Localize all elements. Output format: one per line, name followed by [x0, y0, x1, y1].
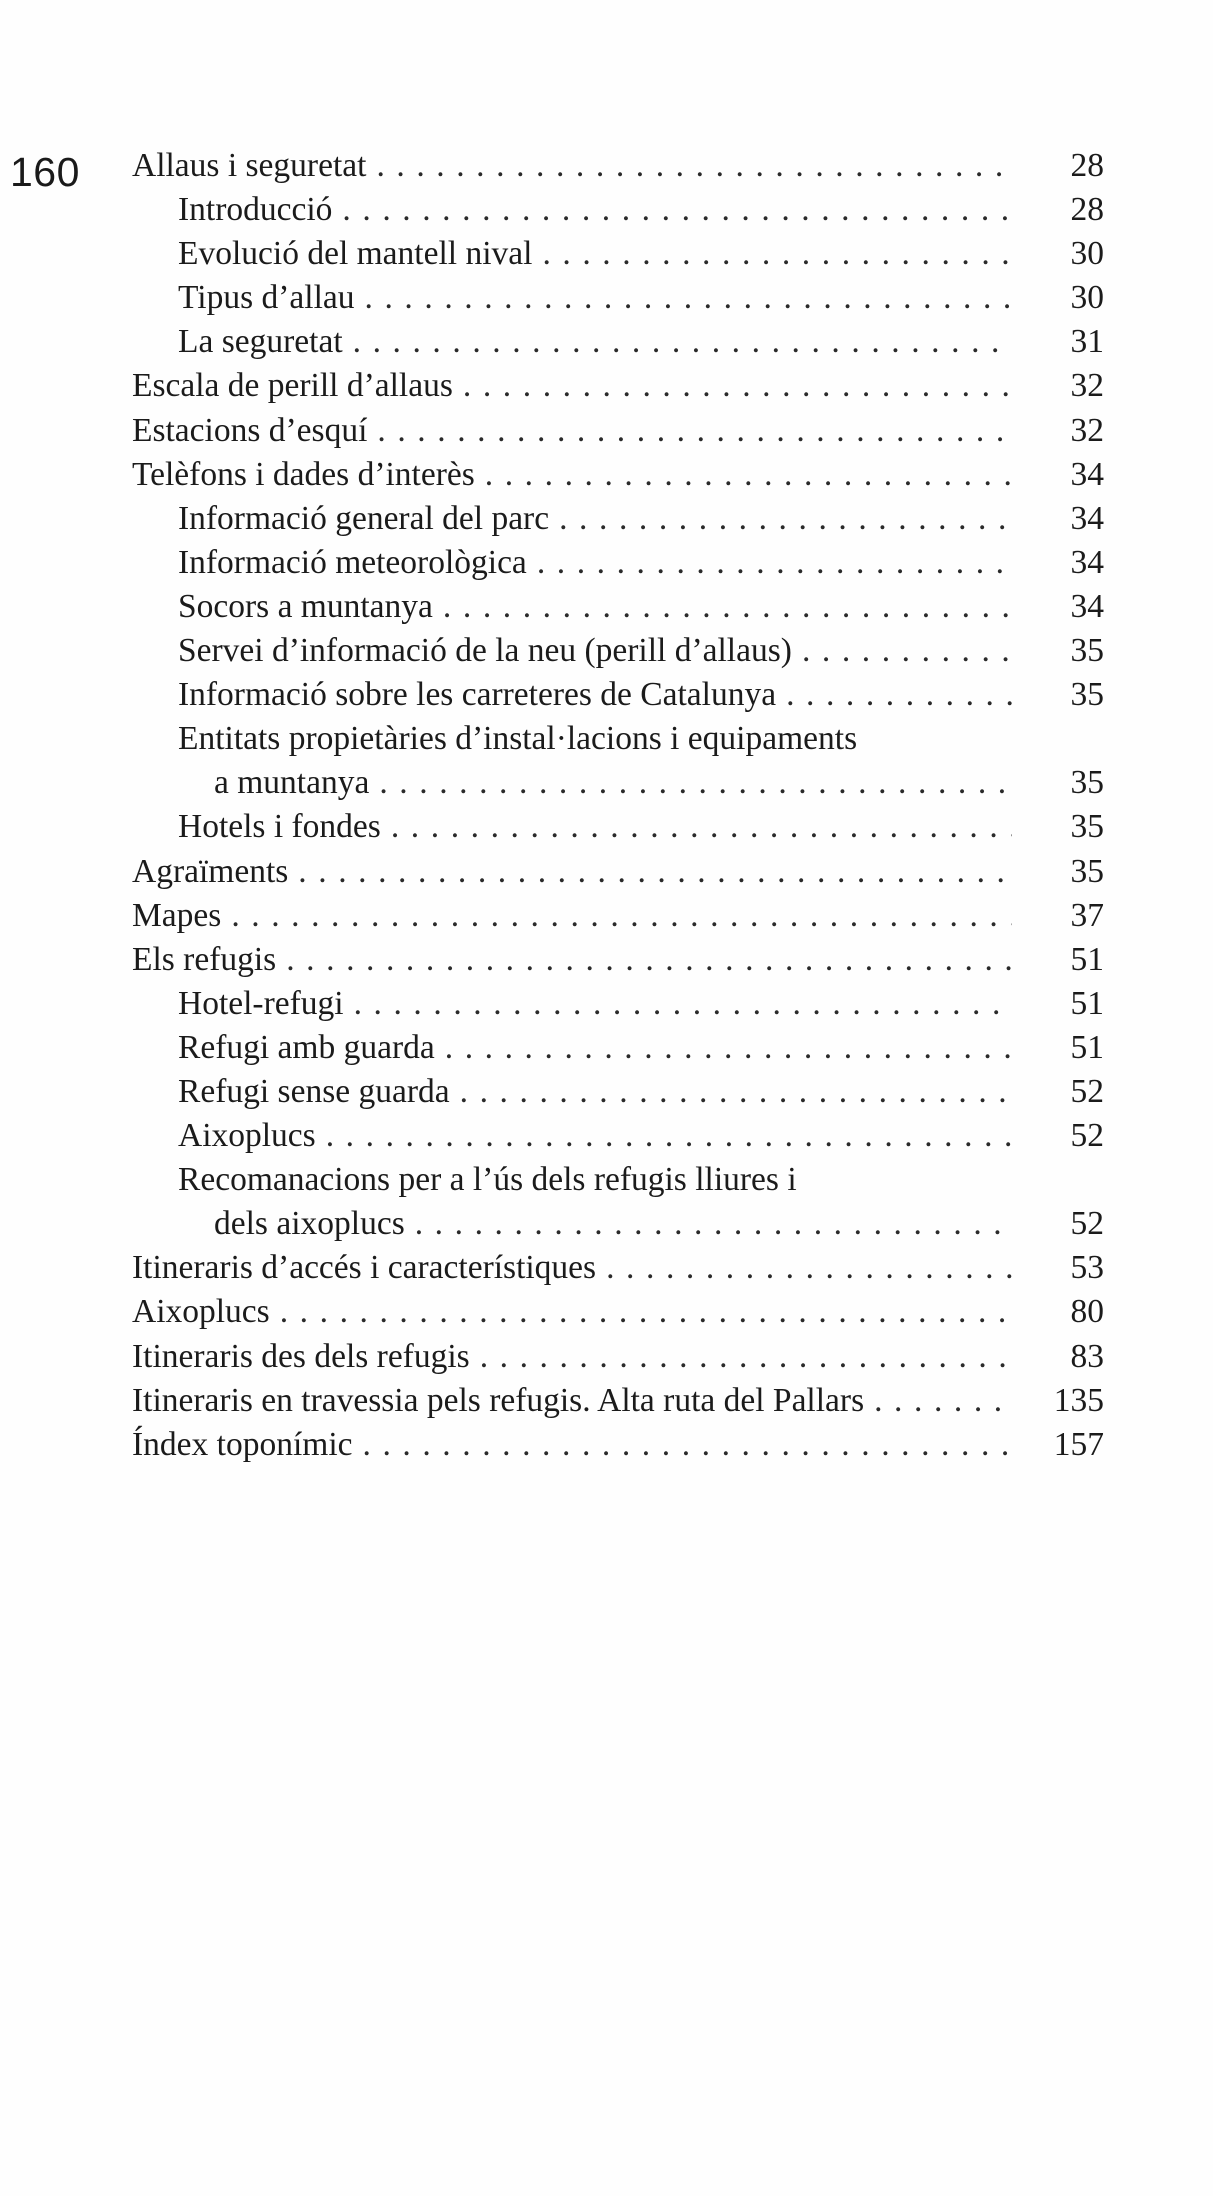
toc-entry-line	[132, 364, 1012, 408]
toc-entry-line	[132, 1423, 1012, 1467]
toc-entry-line	[178, 982, 1012, 1026]
dot-leader	[443, 585, 1012, 629]
toc-entry	[132, 1114, 1104, 1158]
toc-entry	[132, 1335, 1104, 1379]
toc-entry-title: Introducció	[178, 191, 333, 229]
toc-entry	[132, 1202, 1104, 1246]
dot-leader	[537, 541, 1012, 585]
toc-entry-title: Evolució del mantell nival	[178, 235, 533, 273]
toc-entry-line	[214, 761, 1012, 805]
dot-leader	[363, 1423, 1013, 1467]
toc-entry	[132, 894, 1104, 938]
toc-entry-title: Mapes	[132, 896, 222, 934]
toc-entry-line	[132, 409, 1012, 453]
dot-leader	[354, 982, 1012, 1026]
toc-entry	[132, 541, 1104, 585]
toc-entry	[132, 761, 1104, 805]
toc-entry-line	[132, 938, 1012, 982]
toc-entry-page-number: 34	[1070, 587, 1104, 625]
toc-entry	[132, 1158, 1104, 1202]
dot-leader	[460, 1070, 1012, 1114]
toc-entry-title: Hotels i fondes	[178, 808, 381, 846]
toc-entry-title: Refugi amb guarda	[178, 1028, 435, 1066]
toc-entry	[132, 1246, 1104, 1290]
toc-entry-line	[178, 1158, 1012, 1202]
toc-entry-line	[132, 850, 1012, 894]
toc-entry-title: a muntanya	[214, 764, 370, 802]
toc-entry-title: La seguretat	[178, 323, 343, 361]
toc-entry-title: Itineraris des dels refugis	[132, 1337, 470, 1375]
toc-entry	[132, 232, 1104, 276]
toc-entry-line	[178, 1070, 1012, 1114]
toc-entry-page-number: 52	[1070, 1205, 1104, 1243]
toc-entry	[132, 717, 1104, 761]
toc-entry	[132, 144, 1104, 188]
toc-entry-title: Servei d’informació de la neu (perill d’allaus)	[178, 632, 792, 670]
toc-entry-line	[178, 717, 1012, 761]
toc-entry	[132, 320, 1104, 364]
toc-entry-page-number: 135	[1053, 1381, 1104, 1419]
toc-entry-title: Telèfons i dades d’interès	[132, 455, 475, 493]
toc-entry-title: Índex toponímic	[132, 1425, 353, 1463]
toc-entry-page-number: 51	[1070, 1028, 1104, 1066]
dot-leader	[298, 850, 1012, 894]
toc-entry-page-number: 157	[1053, 1425, 1104, 1463]
toc-entry	[132, 850, 1104, 894]
toc-entry-title: Agraïments	[132, 852, 289, 890]
dot-leader	[353, 320, 1012, 364]
toc-entry-page-number: 28	[1070, 147, 1104, 184]
dot-leader	[376, 144, 1012, 188]
dot-leader	[874, 1379, 1012, 1423]
toc-entry	[132, 982, 1104, 1026]
toc-entry	[132, 409, 1104, 453]
toc-entry-title: Informació general del parc	[178, 499, 550, 537]
toc-entry-page-number: 34	[1070, 455, 1104, 493]
toc-entry-title: Informació meteorològica	[178, 543, 527, 581]
toc-entry-line	[132, 894, 1012, 938]
toc-entry-title: Allaus i seguretat	[132, 147, 367, 184]
toc-entry-line	[178, 232, 1012, 276]
toc-entry	[132, 1379, 1104, 1423]
dot-leader	[286, 938, 1012, 982]
toc-entry-page-number: 52	[1070, 1072, 1104, 1110]
toc-entry-title: Socors a muntanya	[178, 587, 433, 625]
toc-entry-page-number: 32	[1070, 411, 1104, 449]
toc-entry-page-number: 52	[1070, 1117, 1104, 1155]
toc-entry	[132, 629, 1104, 673]
toc-entry-line	[178, 188, 1012, 232]
toc-entry-line	[178, 1114, 1012, 1158]
toc-entry-page-number: 53	[1070, 1249, 1104, 1287]
toc-entry-line	[178, 673, 1012, 717]
toc-entry-title: Entitats propietàries d’instal·lacions i equipaments	[178, 720, 858, 758]
toc-entry	[132, 805, 1104, 849]
toc-entry-page-number: 28	[1070, 191, 1104, 229]
toc-entry-page-number: 34	[1070, 543, 1104, 581]
toc-entry	[132, 1423, 1104, 1467]
toc-entry	[132, 938, 1104, 982]
toc-entry-title: Aixoplucs	[132, 1293, 270, 1331]
toc-entry-line	[178, 805, 1012, 849]
toc-entry	[132, 585, 1104, 629]
page-number: 160	[10, 149, 80, 195]
toc-entry-page-number: 32	[1070, 367, 1104, 405]
toc-entry-title: Refugi sense guarda	[178, 1072, 450, 1110]
dot-leader	[606, 1246, 1012, 1290]
toc-entry	[132, 453, 1104, 497]
toc-entry-title: Recomanacions per a l’ús dels refugis lliures i	[178, 1161, 797, 1199]
toc-entry-line	[132, 144, 1012, 188]
toc-entry	[132, 1290, 1104, 1334]
toc-entry-line	[132, 1290, 1012, 1334]
toc-entry	[132, 673, 1104, 717]
dot-leader	[445, 1026, 1012, 1070]
toc-entry-title: Estacions d’esquí	[132, 411, 368, 449]
toc-entry-line	[178, 276, 1012, 320]
toc-entry-line	[178, 497, 1012, 541]
toc-entry-page-number: 35	[1070, 808, 1104, 846]
dot-leader	[415, 1202, 1012, 1246]
dot-leader	[342, 188, 1012, 232]
toc-entry-title: Itineraris en travessia pels refugis. Alta ruta del Pallars	[132, 1381, 865, 1419]
toc-entry	[132, 497, 1104, 541]
dot-leader	[542, 232, 1012, 276]
toc-entry-line	[178, 320, 1012, 364]
toc-entry-title: Aixoplucs	[178, 1117, 316, 1155]
toc-entry-title: Hotel-refugi	[178, 984, 344, 1022]
dot-leader	[326, 1114, 1012, 1158]
dot-leader	[559, 497, 1012, 541]
toc-entry-page-number: 34	[1070, 499, 1104, 537]
table-of-contents	[132, 144, 1104, 1467]
toc-entry-title: Tipus d’allau	[178, 279, 355, 317]
toc-entry-line	[214, 1202, 1012, 1246]
toc-entry-line	[132, 1379, 1012, 1423]
toc-entry-page-number: 35	[1070, 764, 1104, 802]
toc-entry-title: Escala de perill d’allaus	[132, 367, 453, 405]
toc-entry-page-number: 30	[1070, 279, 1104, 317]
toc-entry	[132, 1026, 1104, 1070]
toc-entry	[132, 1070, 1104, 1114]
toc-entry	[132, 188, 1104, 232]
toc-entry-page-number: 80	[1070, 1293, 1104, 1331]
dot-leader	[280, 1290, 1012, 1334]
dot-leader	[379, 761, 1012, 805]
toc-entry-page-number: 35	[1070, 852, 1104, 890]
toc-entry-line	[132, 453, 1012, 497]
toc-entry-page-number: 37	[1070, 896, 1104, 934]
toc-entry-page-number: 30	[1070, 235, 1104, 273]
dot-leader	[391, 805, 1012, 849]
toc-entry-page-number: 35	[1070, 676, 1104, 714]
toc-entry-title: Els refugis	[132, 940, 277, 978]
dot-leader	[786, 673, 1012, 717]
toc-entry-line	[178, 629, 1012, 673]
toc-entry-page-number: 51	[1070, 940, 1104, 978]
dot-leader	[463, 364, 1012, 408]
dot-leader	[480, 1335, 1012, 1379]
dot-leader	[377, 409, 1012, 453]
toc-entry-line	[178, 541, 1012, 585]
dot-leader	[231, 894, 1012, 938]
toc-entry-page-number: 51	[1070, 984, 1104, 1022]
toc-entry-line	[132, 1335, 1012, 1379]
toc-entry-line	[178, 1026, 1012, 1070]
dot-leader	[365, 276, 1012, 320]
toc-entry	[132, 276, 1104, 320]
toc-entry-line	[178, 585, 1012, 629]
toc-entry-title: Informació sobre les carreteres de Catalunya	[178, 676, 777, 714]
dot-leader	[802, 629, 1012, 673]
toc-entry-page-number: 31	[1070, 323, 1104, 361]
toc-entry	[132, 364, 1104, 408]
toc-entry-title: Itineraris d’accés i característiques	[132, 1249, 597, 1287]
toc-entry-title: dels aixoplucs	[214, 1205, 405, 1243]
toc-entry-page-number: 83	[1070, 1337, 1104, 1375]
toc-entry-page-number: 35	[1070, 632, 1104, 670]
dot-leader	[485, 453, 1012, 497]
toc-entry-line	[132, 1246, 1012, 1290]
